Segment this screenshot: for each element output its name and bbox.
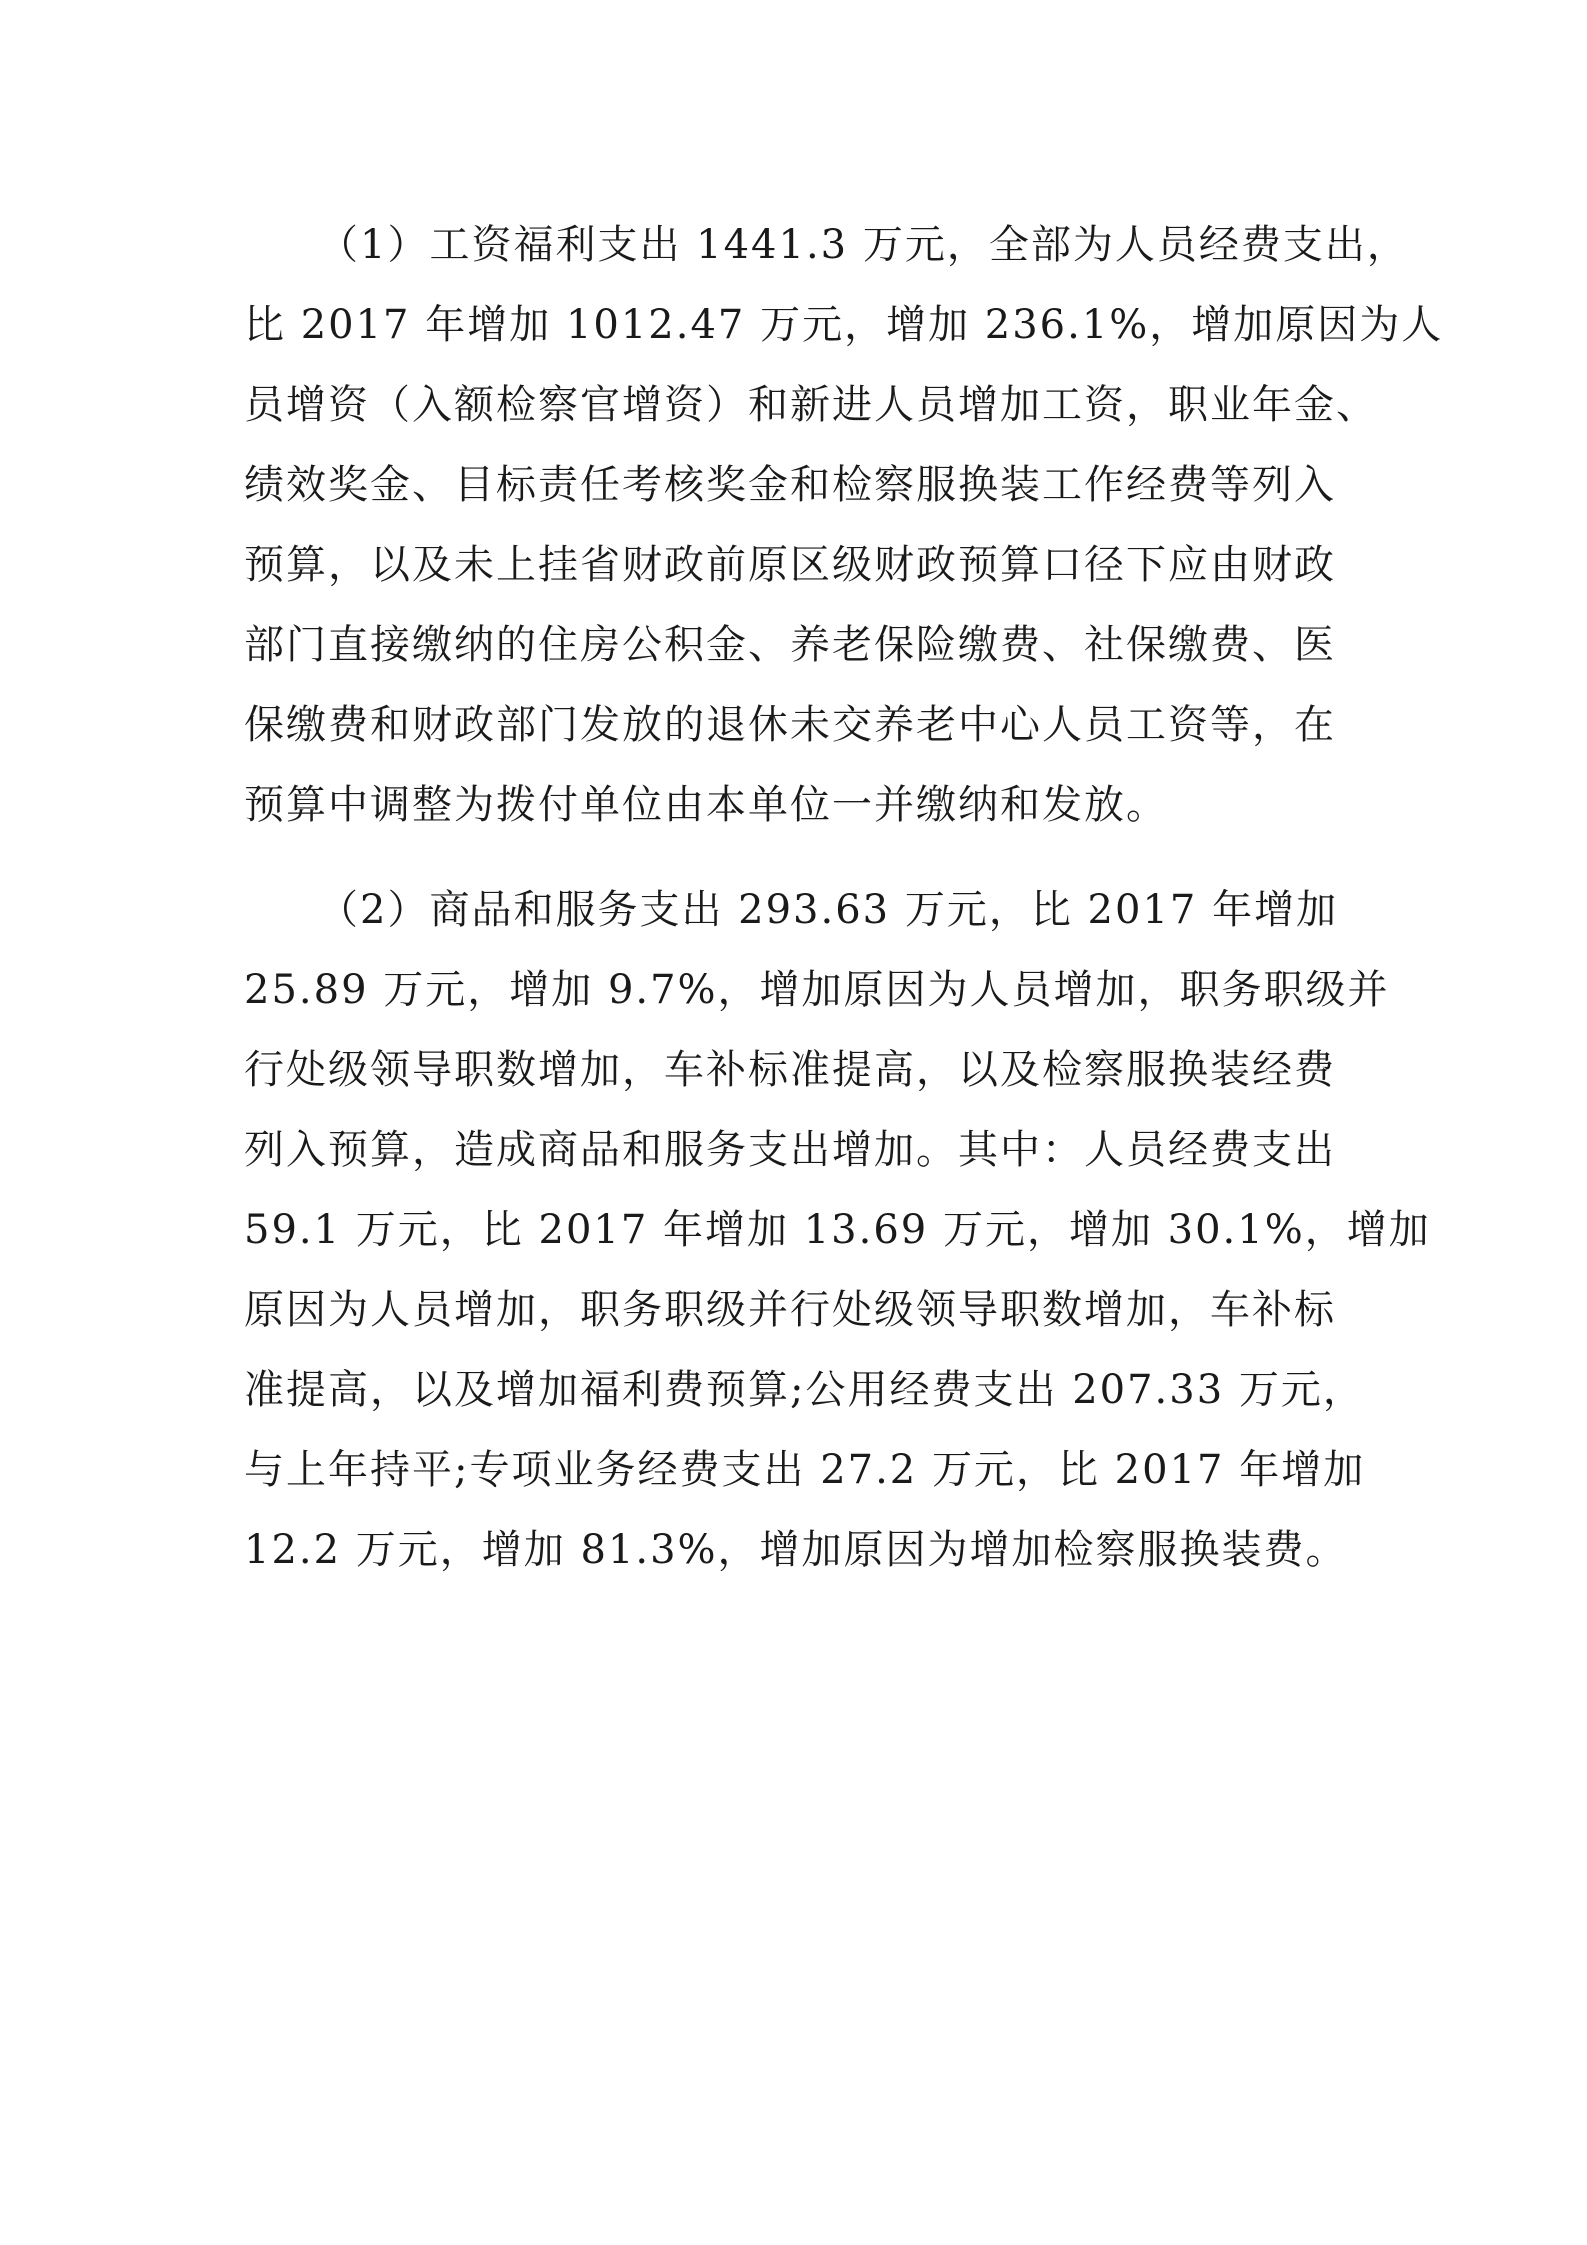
paragraph-2-line-3: 行处级领导职数增加，车补标准提高，以及检察服换装经费 xyxy=(244,1047,1336,1093)
paragraph-2-line-9: 12.2 万元，增加 81.3%，增加原因为增加检察服换装费。 xyxy=(244,1527,1348,1573)
paragraph-1-line-7: 保缴费和财政部门发放的退休未交养老中心人员工资等，在 xyxy=(244,702,1336,748)
paragraph-1-line-2: 比 2017 年增加 1012.47 万元，增加 236.1%，增加原因为人 xyxy=(244,302,1444,348)
paragraph-2-line-8: 与上年持平;专项业务经费支出 27.2 万元，比 2017 年增加 xyxy=(244,1447,1366,1493)
paragraph-2-line-4: 列入预算，造成商品和服务支出增加。其中：人员经费支出 xyxy=(244,1127,1336,1173)
paragraph-1-line-3: 员增资（入额检察官增资）和新进人员增加工资，职业年金、 xyxy=(244,382,1378,428)
paragraph-1-line-1: （1）工资福利支出 1441.3 万元，全部为人员经费支出， xyxy=(318,222,1409,268)
paragraph-1-line-6: 部门直接缴纳的住房公积金、养老保险缴费、社保缴费、医 xyxy=(244,622,1336,668)
paragraph-2-line-1: （2）商品和服务支出 293.63 万元，比 2017 年增加 xyxy=(318,887,1339,933)
paragraph-1-line-4: 绩效奖金、目标责任考核奖金和检察服换装工作经费等列入 xyxy=(244,462,1336,508)
paragraph-1-line-5: 预算，以及未上挂省财政前原区级财政预算口径下应由财政 xyxy=(244,542,1336,588)
paragraph-2-line-6: 原因为人员增加，职务职级并行处级领导职数增加，车补标 xyxy=(244,1287,1336,1333)
paragraph-1-line-8: 预算中调整为拨付单位由本单位一并缴纳和发放。 xyxy=(244,782,1168,828)
paragraph-2-line-2: 25.89 万元，增加 9.7%，增加原因为人员增加，职务职级并 xyxy=(244,967,1390,1013)
paragraph-2-line-7: 准提高，以及增加福利费预算;公用经费支出 207.33 万元， xyxy=(244,1367,1365,1413)
paragraph-2-line-5: 59.1 万元，比 2017 年增加 13.69 万元，增加 30.1%，增加 xyxy=(244,1207,1431,1253)
